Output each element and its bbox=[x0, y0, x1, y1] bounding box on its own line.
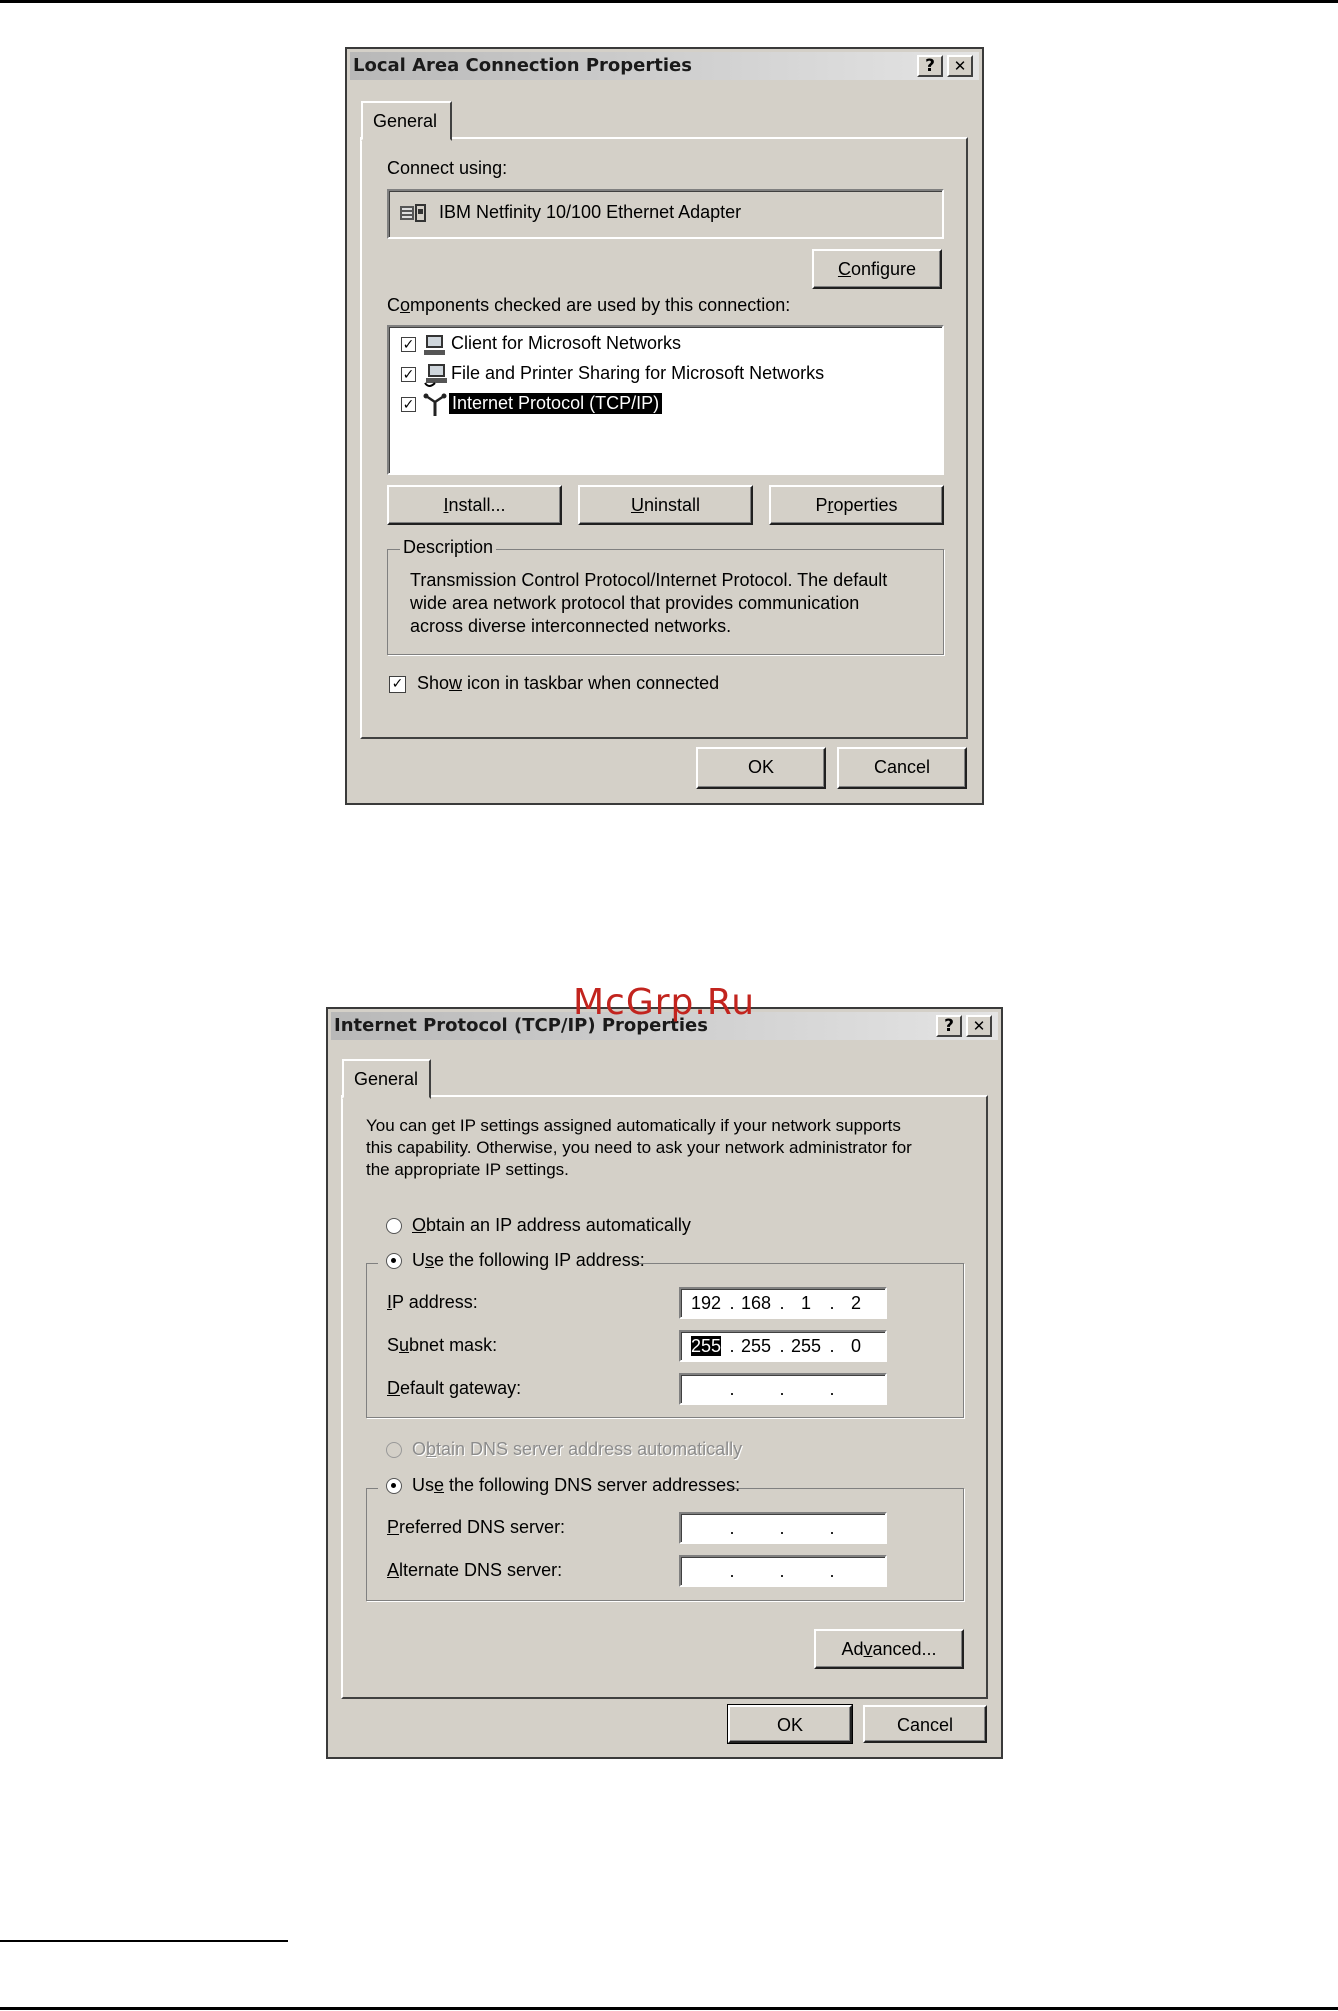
description-legend: Description bbox=[400, 537, 496, 558]
close-button[interactable]: ✕ bbox=[966, 1015, 992, 1037]
adapter-field bbox=[387, 189, 944, 239]
top-rule bbox=[0, 0, 1338, 3]
use-ip-radio[interactable] bbox=[386, 1253, 402, 1269]
show-icon-label[interactable]: Show icon in taskbar when connected bbox=[417, 673, 720, 693]
description-text: Transmission Control Protocol/Internet Protocol. The default wide area network protocol that provides communication across diverse interconnected networks. bbox=[410, 570, 888, 636]
component-checkbox[interactable]: ✓ bbox=[402, 396, 415, 412]
components-list[interactable] bbox=[387, 325, 944, 475]
obtain-ip-label[interactable]: Obtain an IP address automatically bbox=[412, 1215, 691, 1235]
tab-general[interactable]: General bbox=[361, 101, 452, 141]
protocol-icon bbox=[423, 392, 447, 418]
dialog-title: Local Area Connection Properties bbox=[353, 55, 692, 76]
close-button[interactable]: ✕ bbox=[947, 55, 973, 77]
components-label: Components checked are used by this connection: bbox=[387, 295, 791, 315]
component-checkbox[interactable]: ✓ bbox=[402, 366, 415, 382]
preferred-dns-label: Preferred DNS server: bbox=[387, 1517, 566, 1537]
cancel-button[interactable]: Cancel bbox=[837, 747, 967, 789]
bottom-rule bbox=[0, 2007, 1338, 2010]
adapter-name: IBM Netfinity 10/100 Ethernet Adapter bbox=[439, 202, 742, 222]
obtain-dns-label[interactable]: Obtain DNS server address automatically bbox=[412, 1439, 743, 1459]
list-item[interactable] bbox=[397, 391, 917, 419]
advanced-button[interactable]: Advanced... bbox=[814, 1629, 964, 1669]
show-icon-checkbox[interactable]: ✓ bbox=[389, 676, 406, 693]
help-button[interactable]: ? bbox=[936, 1015, 962, 1037]
list-item[interactable] bbox=[397, 361, 917, 389]
title-bar[interactable] bbox=[350, 52, 979, 80]
properties-button[interactable]: Properties bbox=[769, 485, 944, 525]
install-button[interactable]: Install... bbox=[387, 485, 562, 525]
obtain-ip-radio[interactable] bbox=[386, 1218, 402, 1234]
alternate-dns-field[interactable]: . . . bbox=[679, 1555, 887, 1587]
local-area-connection-dialog bbox=[345, 47, 984, 805]
ok-button[interactable]: OK bbox=[696, 747, 826, 789]
obtain-dns-radio[interactable] bbox=[386, 1442, 402, 1458]
help-button[interactable]: ? bbox=[917, 55, 943, 77]
alternate-dns-label: Alternate DNS server: bbox=[387, 1560, 563, 1580]
use-dns-radio[interactable] bbox=[386, 1478, 402, 1494]
use-dns-label[interactable]: Use the following DNS server addresses: bbox=[412, 1475, 741, 1495]
component-label-selected: Internet Protocol (TCP/IP) bbox=[449, 393, 662, 414]
network-client-icon bbox=[423, 333, 447, 357]
configure-button[interactable]: Configure bbox=[812, 249, 942, 289]
intro-text: You can get IP settings assigned automatically if your network supports this capability. Otherwise, you need to ask your network administrator for the appropriate IP settings. bbox=[366, 1116, 912, 1179]
dialog-title: Internet Protocol (TCP/IP) Properties bbox=[334, 1015, 708, 1036]
tcpip-properties-dialog bbox=[326, 1007, 1003, 1759]
ip-address-label: IP address: bbox=[387, 1292, 478, 1312]
component-checkbox[interactable]: ✓ bbox=[402, 336, 415, 352]
use-ip-label[interactable]: Use the following IP address: bbox=[412, 1250, 645, 1270]
default-gateway-field[interactable]: . . . bbox=[679, 1373, 887, 1405]
ok-button[interactable]: OK bbox=[728, 1705, 852, 1743]
ip-address-field[interactable]: 192 . 168 . 1 . 2 bbox=[679, 1287, 887, 1319]
default-gateway-label: Default gateway: bbox=[387, 1378, 522, 1398]
watermark: McGrp.Ru bbox=[573, 982, 756, 1023]
component-label: Client for Microsoft Networks bbox=[451, 333, 682, 353]
uninstall-button[interactable]: Uninstall bbox=[578, 485, 753, 525]
subnet-mask-field[interactable]: 255 . 255 . 255 . 0 bbox=[679, 1330, 887, 1362]
footnote-rule bbox=[0, 1940, 288, 1942]
network-adapter-icon bbox=[399, 203, 427, 225]
list-item[interactable] bbox=[397, 331, 917, 359]
preferred-dns-field[interactable]: . . . bbox=[679, 1512, 887, 1544]
subnet-mask-label: Subnet mask: bbox=[387, 1335, 498, 1355]
connect-using-label: Connect using: bbox=[387, 158, 508, 178]
component-label: File and Printer Sharing for Microsoft Networks bbox=[451, 363, 825, 383]
tab-general[interactable]: General bbox=[342, 1059, 431, 1099]
cancel-button[interactable]: Cancel bbox=[863, 1705, 987, 1743]
file-printer-sharing-icon bbox=[423, 362, 449, 388]
